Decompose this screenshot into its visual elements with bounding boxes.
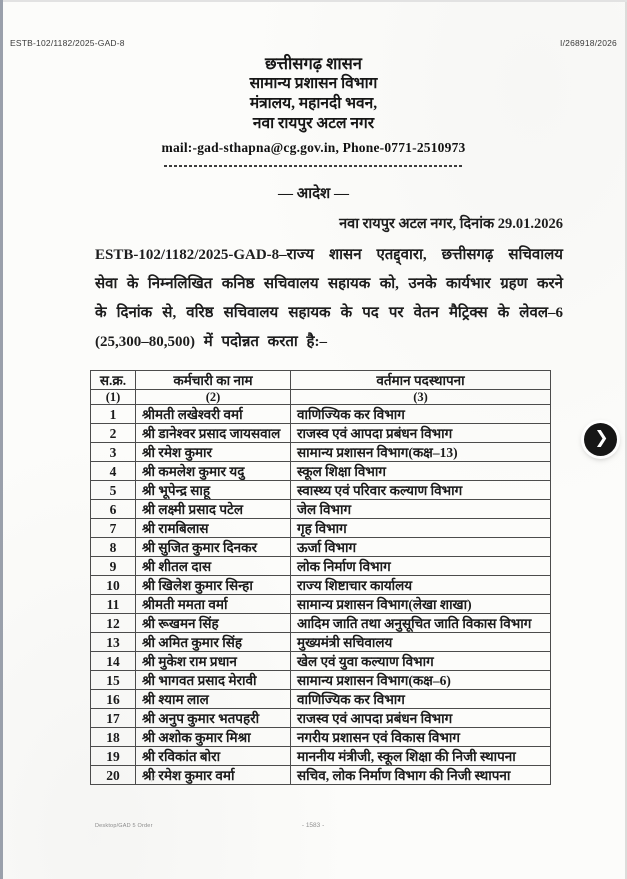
- cell-current-posting: राजस्व एवं आपदा प्रबंधन विभाग: [291, 709, 551, 728]
- cell-employee-name: श्री सुजित कुमार दिनकर: [136, 538, 291, 557]
- footer-page-number: - 1583 -: [301, 822, 325, 829]
- cell-serial: 1: [91, 405, 136, 424]
- cell-employee-name: श्रीमती ममता वर्मा: [136, 595, 291, 614]
- cell-employee-name: श्री अनुप कुमार भतपहरी: [136, 709, 291, 728]
- cell-current-posting: ऊर्जा विभाग: [291, 538, 551, 557]
- table-row: [91, 709, 551, 728]
- letterhead-government: छत्तीसगढ़ शासन: [265, 54, 362, 73]
- cell-employee-name: श्री कमलेश कुमार यदु: [136, 462, 291, 481]
- cell-current-posting: स्वास्थ्य एवं परिवार कल्याण विभाग: [291, 481, 551, 500]
- table-row: [91, 538, 551, 557]
- cell-employee-name: श्री रमेश कुमार वर्मा: [136, 766, 291, 785]
- table-row: [91, 614, 551, 633]
- order-heading: –– आदेश ––: [278, 186, 349, 202]
- cell-employee-name: श्री रमेश कुमार: [136, 443, 291, 462]
- cell-current-posting: आदिम जाति तथा अनुसूचित जाति विकास विभाग: [291, 614, 551, 633]
- table-row: [91, 481, 551, 500]
- cell-current-posting: सामान्य प्रशासन विभाग(कक्ष–6): [291, 671, 551, 690]
- cell-serial: 13: [91, 633, 136, 652]
- colnum-3: (3): [291, 390, 551, 405]
- cell-employee-name: श्री भूपेन्द्र साहू: [136, 481, 291, 500]
- cell-employee-name: श्री मुकेश राम प्रधान: [136, 652, 291, 671]
- cell-serial: 9: [91, 557, 136, 576]
- letterhead-department: सामान्य प्रशासन विभाग: [249, 75, 378, 92]
- cell-employee-name: श्री खिलेश कुमार सिन्हा: [136, 576, 291, 595]
- cell-serial: 14: [91, 652, 136, 671]
- reference-row: [0, 0, 627, 48]
- cell-serial: 6: [91, 500, 136, 519]
- cell-current-posting: राज्य शिष्टाचार कार्यालय: [291, 576, 551, 595]
- cell-employee-name: श्री रामबिलास: [136, 519, 291, 538]
- table-row: [91, 500, 551, 519]
- order-body-paragraph: ESTB-102/1182/2025-GAD-8–राज्य शासन एतद्द्वारा, छत्तीसगढ़ सचिवालय सेवा के निम्नलिखित कनिष्ठ सचिवालय सहायक को, उनके कार्यभार ग्रहण करने के दिनांक से, वरिष्ठ सचिवालय सहायक के पद पर वेतन मैट्रिक्स के लेवल–6 (25,300–80,500) में पदोन्नत करता है:–: [95, 247, 563, 350]
- cell-current-posting: जेल विभाग: [291, 500, 551, 519]
- letterhead-building: मंत्रालय, महानदी भवन,: [249, 95, 378, 112]
- table-row: [91, 462, 551, 481]
- file-number: ESTB-102/1182/2025-GAD-8: [10, 38, 125, 48]
- cell-current-posting: गृह विभाग: [291, 519, 551, 538]
- chevron-right-icon: ❯: [594, 428, 609, 448]
- cell-current-posting: खेल एवं युवा कल्याण विभाग: [291, 652, 551, 671]
- letterhead-city: नवा रायपुर अटल नगर: [252, 115, 375, 132]
- cell-current-posting: नगरीय प्रशासन एवं विकास विभाग: [291, 728, 551, 747]
- cell-serial: 10: [91, 576, 136, 595]
- cell-serial: 15: [91, 671, 136, 690]
- cell-current-posting: सामान्य प्रशासन विभाग(कक्ष–13): [291, 443, 551, 462]
- colnum-2: (2): [136, 390, 291, 405]
- table-row: [91, 557, 551, 576]
- cell-employee-name: श्री शीतल दास: [136, 557, 291, 576]
- table-row: [91, 405, 551, 424]
- cell-employee-name: श्री डानेश्वर प्रसाद जायसवाल: [136, 424, 291, 443]
- cell-current-posting: लोक निर्माण विभाग: [291, 557, 551, 576]
- table-row: [91, 747, 551, 766]
- cell-serial: 5: [91, 481, 136, 500]
- cell-employee-name: श्री लक्ष्मी प्रसाद पटेल: [136, 500, 291, 519]
- cell-serial: 17: [91, 709, 136, 728]
- cell-serial: 19: [91, 747, 136, 766]
- table-row: [91, 443, 551, 462]
- cell-serial: 20: [91, 766, 136, 785]
- cell-employee-name: श्री रविकांत बोरा: [136, 747, 291, 766]
- column-number-row: [91, 390, 551, 405]
- table-header-row: [91, 371, 551, 390]
- cell-current-posting: मुख्यमंत्री सचिवालय: [291, 633, 551, 652]
- header-employee-name: कर्मचारी का नाम: [136, 371, 291, 390]
- next-page-button[interactable]: [584, 423, 617, 456]
- cell-serial: 12: [91, 614, 136, 633]
- cell-employee-name: श्री अमित कुमार सिंह: [136, 633, 291, 652]
- cell-serial: 11: [91, 595, 136, 614]
- cell-serial: 18: [91, 728, 136, 747]
- footer-file-path: Desktop/GAD 5 Order: [95, 823, 153, 829]
- promotion-table: [90, 370, 551, 785]
- table-row: [91, 576, 551, 595]
- table-row: [91, 671, 551, 690]
- cell-employee-name: श्रीमती लखेश्वरी वर्मा: [136, 405, 291, 424]
- cell-employee-name: श्री श्याम लाल: [136, 690, 291, 709]
- cell-current-posting: स्कूल शिक्षा विभाग: [291, 462, 551, 481]
- cell-current-posting: माननीय मंत्रीजी, स्कूल शिक्षा की निजी स्थापना: [291, 747, 551, 766]
- table-row: [91, 690, 551, 709]
- place-date-line: नवा रायपुर अटल नगर, दिनांक 29.01.2026: [339, 216, 563, 232]
- table-row: [91, 633, 551, 652]
- cell-serial: 7: [91, 519, 136, 538]
- table-row: [91, 652, 551, 671]
- cell-serial: 2: [91, 424, 136, 443]
- table-row: [91, 728, 551, 747]
- cell-employee-name: श्री रूखमन सिंह: [136, 614, 291, 633]
- cell-employee-name: श्री अशोक कुमार मिश्रा: [136, 728, 291, 747]
- cell-current-posting: सामान्य प्रशासन विभाग(लेखा शाखा): [291, 595, 551, 614]
- cell-current-posting: वाणिज्यिक कर विभाग: [291, 405, 551, 424]
- cell-current-posting: राजस्व एवं आपदा प्रबंधन विभाग: [291, 424, 551, 443]
- table-row: [91, 519, 551, 538]
- cell-serial: 4: [91, 462, 136, 481]
- cell-serial: 16: [91, 690, 136, 709]
- colnum-1: (1): [91, 390, 136, 405]
- cell-current-posting: वाणिज्यिक कर विभाग: [291, 690, 551, 709]
- table-row: [91, 424, 551, 443]
- cell-serial: 8: [91, 538, 136, 557]
- header-serial: स.क्र.: [91, 371, 136, 390]
- header-current-posting: वर्तमान पदस्थापना: [291, 371, 551, 390]
- efile-number: I/268918/2026: [560, 38, 617, 48]
- cell-employee-name: श्री भागवत प्रसाद मेरावी: [136, 671, 291, 690]
- dashed-separator: [164, 165, 464, 167]
- table-row: [91, 595, 551, 614]
- cell-serial: 3: [91, 443, 136, 462]
- contact-line: mail:-gad-sthapna@cg.gov.in, Phone-0771-2510973: [161, 140, 466, 155]
- letterhead: [0, 54, 627, 134]
- cell-current-posting: सचिव, लोक निर्माण विभाग की निजी स्थापना: [291, 766, 551, 785]
